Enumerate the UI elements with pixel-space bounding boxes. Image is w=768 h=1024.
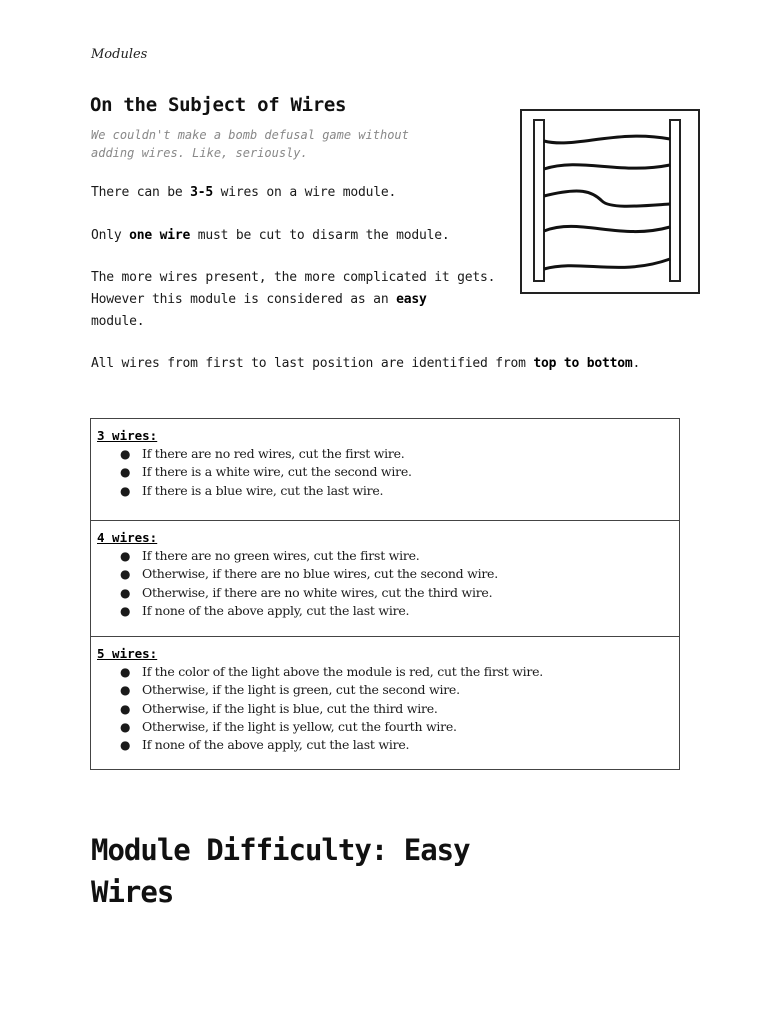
difficulty-easy-word: easy <box>396 292 427 307</box>
ordering-pre: All wires from first to last position are identified from <box>91 356 534 371</box>
complexity-paragraph <box>91 267 521 333</box>
rule-text: If there are no green wires, cut the first wire. <box>142 548 420 563</box>
wire-count-post: wires on a wire module. <box>213 185 397 200</box>
difficulty-line-1: Module Difficulty: Easy <box>91 833 470 867</box>
wire-count-pre: There can be <box>91 185 191 200</box>
left-terminal <box>534 120 544 281</box>
list-item <box>120 445 673 463</box>
complexity-line-2-pre: However this module is considered as an <box>91 292 397 307</box>
wire-count-paragraph <box>91 182 396 204</box>
module-difficulty-heading <box>91 829 470 913</box>
rule-text: Otherwise, if the light is blue, cut the third wire. <box>142 700 438 716</box>
bullet-icon: ● <box>120 701 131 716</box>
bullet-icon: ● <box>120 719 131 734</box>
rule-section-3-wires <box>91 419 679 520</box>
list-item <box>120 700 673 718</box>
bullet-icon: ● <box>120 585 131 600</box>
one-wire-post: must be cut to disarm the module. <box>190 228 450 243</box>
rule-section-4-wires <box>91 520 679 636</box>
ordering-paragraph <box>91 353 640 375</box>
wire-count-range: 3-5 <box>190 185 214 200</box>
rule-text: If none of the above apply, cut the last wire. <box>142 602 410 618</box>
difficulty-line-2: Wires <box>91 875 174 909</box>
section-label: Modules <box>91 47 148 62</box>
bullet-icon: ● <box>120 567 131 582</box>
rule-text: If there is a white wire, cut the second wire. <box>142 464 412 480</box>
complexity-line-3: module. <box>91 314 145 329</box>
rule-text: Otherwise, if the light is green, cut the second wire. <box>142 682 460 698</box>
bullet-icon: ● <box>120 683 131 698</box>
flavor-line-2: adding wires. Like, seriously. <box>91 146 308 160</box>
list-item <box>120 565 673 583</box>
bullet-icon: ● <box>120 465 131 480</box>
list-item <box>120 463 673 481</box>
bullet-icon: ● <box>120 483 131 498</box>
wire-module-illustration <box>520 109 700 294</box>
module-title: On the Subject of Wires <box>90 94 347 116</box>
right-terminal <box>670 120 680 281</box>
rule-text: If the color of the light above the module is red, cut the first wire. <box>142 664 544 679</box>
ordering-post: . <box>632 356 641 371</box>
flavor-line-1: We couldn't make a bomb defusal game without <box>91 128 409 142</box>
list-item <box>120 663 673 681</box>
list-item <box>120 736 673 754</box>
one-wire-pre: Only <box>91 228 130 243</box>
list-item <box>120 547 673 565</box>
ordering-bold: top to bottom <box>533 356 633 371</box>
list-item <box>120 602 673 620</box>
rule-text: Otherwise, if there are no blue wires, cut the second wire. <box>142 566 498 582</box>
flavor-text <box>91 126 431 162</box>
bullet-icon: ● <box>120 447 131 461</box>
bullet-icon: ● <box>120 603 131 618</box>
rules-table <box>90 418 680 770</box>
complexity-line-1: The more wires present, the more complicated it gets. <box>91 270 496 285</box>
rule-text: If none of the above apply, cut the last wire. <box>142 737 410 753</box>
one-wire-paragraph <box>91 225 449 247</box>
rule-heading-3-wires: 3 wires: <box>97 428 158 443</box>
one-wire-bold: one wire <box>129 228 191 243</box>
rule-text: Otherwise, if there are no white wires, cut the third wire. <box>142 584 493 600</box>
rule-text: If there are no red wires, cut the first wire. <box>142 446 405 461</box>
rule-text: If there is a blue wire, cut the last wire. <box>142 482 384 498</box>
rule-text: Otherwise, if the light is yellow, cut the fourth wire. <box>142 718 457 734</box>
rule-list-4-wires <box>97 547 673 620</box>
rule-list-5-wires <box>97 663 673 754</box>
bullet-icon: ● <box>120 549 131 563</box>
complexity-line-2 <box>91 289 521 311</box>
list-item <box>120 681 673 699</box>
bullet-icon: ● <box>120 665 131 679</box>
rule-heading-5-wires: 5 wires: <box>97 646 158 661</box>
rule-heading-4-wires: 4 wires: <box>97 530 158 545</box>
list-item <box>120 718 673 736</box>
list-item <box>120 482 673 500</box>
list-item <box>120 584 673 602</box>
rule-section-5-wires <box>91 636 679 769</box>
rule-list-3-wires <box>97 445 673 500</box>
bullet-icon: ● <box>120 738 131 753</box>
